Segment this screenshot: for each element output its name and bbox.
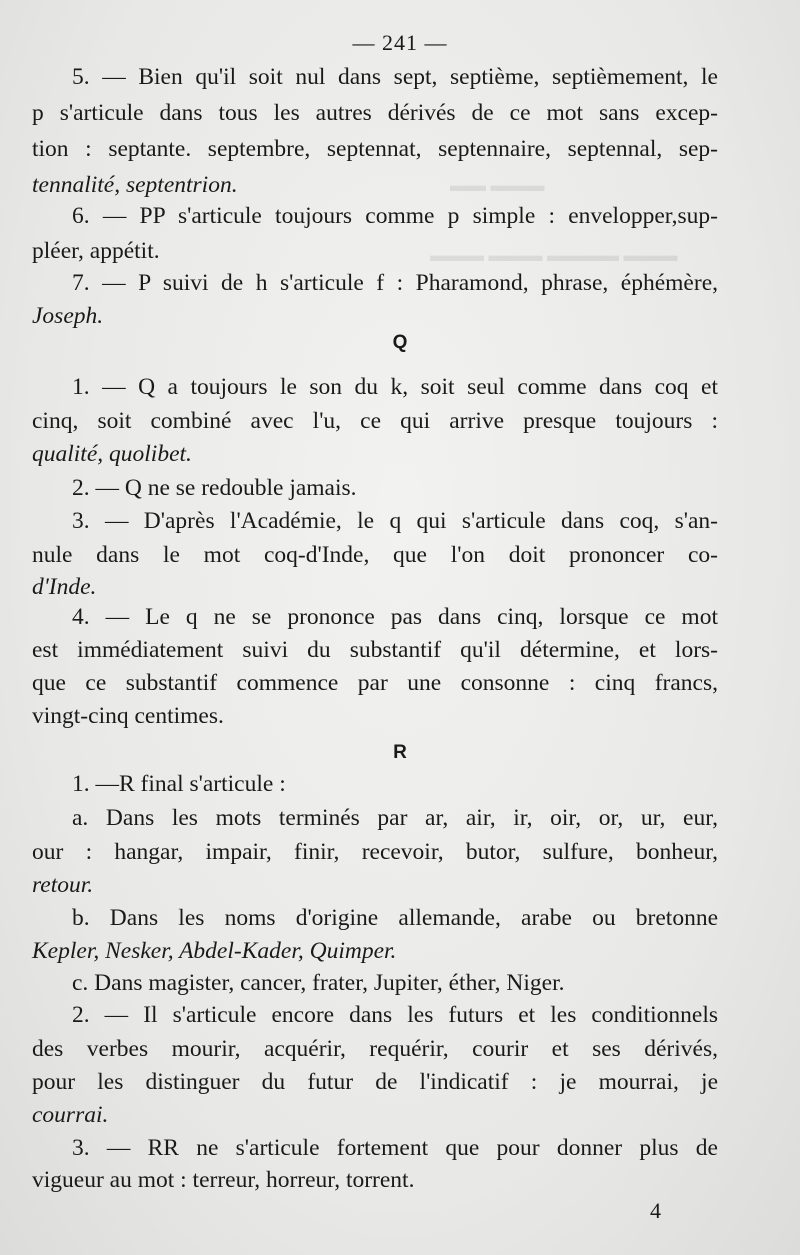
section-heading-q: Q bbox=[392, 332, 408, 353]
text-line: 6. — PP s'articule toujours comme p simple : envelopper,sup- bbox=[72, 203, 718, 229]
text-line: 4. — Le q ne se prononce pas dans cinq, lorsque ce mot bbox=[72, 604, 718, 630]
text-line: des verbes mourir, acquérir, requérir, courir et ses dérivés, bbox=[32, 1036, 718, 1062]
text-line: 5. — Bien qu'il soit nul dans sept, septième, septièmement, le bbox=[72, 64, 718, 90]
text-line: b. Dans les noms d'origine allemande, arabe ou bretonne bbox=[72, 905, 718, 931]
text-line: 2. — Il s'articule encore dans les futurs et les conditionnels bbox=[72, 1002, 718, 1028]
text-line: est immédiatement suivi du substantif qu'il détermine, et lors- bbox=[32, 637, 718, 663]
text-line: Joseph. bbox=[32, 303, 104, 329]
text-line: Kepler, Nesker, Abdel-Kader, Quimper. bbox=[32, 938, 397, 964]
text-line: 3. — D'après l'Académie, le q qui s'articule dans coq, s'an- bbox=[72, 508, 718, 534]
text-line: cinq, soit combiné avec l'u, ce qui arrive presque toujours : bbox=[32, 408, 718, 434]
text-line: 2. — Q ne se redouble jamais. bbox=[72, 475, 357, 501]
text-line: vigueur au mot : terreur, horreur, torrent. bbox=[32, 1167, 415, 1193]
text-line: p s'articule dans tous les autres dérivés de ce mot sans excep- bbox=[32, 100, 718, 126]
text-line: courrai. bbox=[32, 1102, 109, 1128]
show-through-text: ▬▬ ▬▬▬ bbox=[450, 175, 545, 195]
text-line: nule dans le mot coq-d'Inde, que l'on doit prononcer co- bbox=[32, 542, 718, 568]
show-through-text: ▬▬▬ ▬▬▬ ▬▬▬▬ ▬▬▬ bbox=[430, 245, 678, 265]
text-line: retour. bbox=[32, 872, 94, 898]
text-line: 1. —R final s'articule : bbox=[72, 771, 286, 797]
signature-mark: 4 bbox=[650, 1198, 661, 1223]
text-line: c. Dans magister, cancer, frater, Jupiter, éther, Niger. bbox=[72, 970, 565, 996]
text-line: pléer, appétit. bbox=[32, 238, 160, 264]
text-line: d'Inde. bbox=[32, 574, 97, 600]
text-line: qualité, quolibet. bbox=[32, 441, 192, 467]
text-line: 7. — P suivi de h s'articule f : Pharamond, phrase, éphémère, bbox=[72, 270, 718, 296]
text-line: 3. — RR ne s'articule fortement que pour donner plus de bbox=[72, 1135, 718, 1161]
text-line: que ce substantif commence par une consonne : cinq francs, bbox=[32, 670, 718, 696]
text-line: tion : septante. septembre, septennat, septennaire, septennal, sep- bbox=[32, 136, 718, 162]
text-line: pour les distinguer du futur de l'indicatif : je mourrai, je bbox=[32, 1069, 718, 1095]
text-line: vingt-cinq centimes. bbox=[32, 703, 224, 729]
text-line: 1. — Q a toujours le son du k, soit seul comme dans coq et bbox=[72, 374, 718, 400]
text-line: our : hangar, impair, finir, recevoir, butor, sulfure, bonheur, bbox=[32, 839, 718, 865]
page-number: — 241 — bbox=[352, 30, 448, 55]
section-heading-r: R bbox=[393, 742, 407, 763]
text-line: a. Dans les mots terminés par ar, air, ir, oir, or, ur, eur, bbox=[72, 805, 718, 831]
text-line: tennalité, septentrion. bbox=[32, 172, 238, 198]
